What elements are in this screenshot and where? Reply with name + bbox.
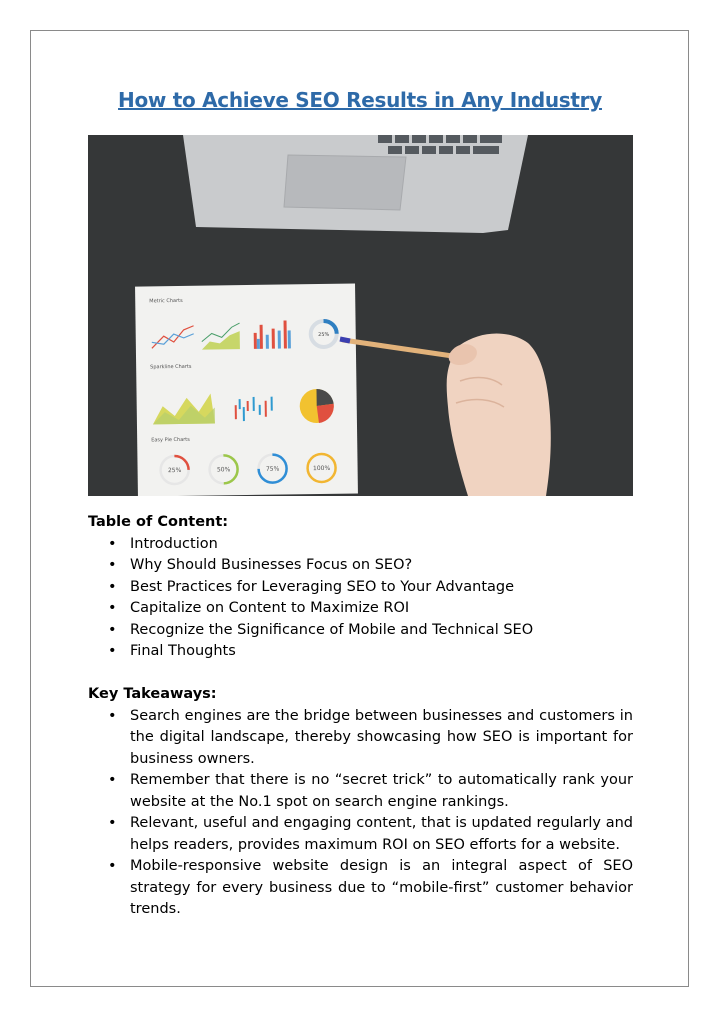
takeaway-item: • Search engines are the bridge between businesses and customers in the digital landscape, thereby showcasing how SEO is important for business owners. [88, 706, 633, 771]
gauge-75: 75% [265, 465, 280, 473]
toc-heading: Table of Content: [88, 514, 229, 530]
hero-image [88, 135, 633, 496]
toc-item: • Capitalize on Content to Maximize ROI [88, 598, 633, 620]
takeaways-list [88, 706, 633, 921]
paper-sparkline-label: Sparkline Charts [150, 363, 192, 371]
paper-metric-charts-label: Metric Charts [149, 297, 183, 305]
takeaway-item: • Relevant, useful and engaging content, that is updated regularly and helps readers, provides maximum ROI on SEO efforts for a website. [88, 813, 633, 856]
gauge-100: 100% [312, 464, 331, 473]
takeaways-heading: Key Takeaways: [88, 686, 217, 702]
takeaway-item: • Remember that there is no “secret trick” to automatically rank your website at the No.1 spot on search engine rankings. [88, 770, 633, 813]
toc-item: • Best Practices for Leveraging SEO to Your Advantage [88, 577, 633, 599]
toc-item: • Why Should Businesses Focus on SEO? [88, 555, 633, 577]
toc-item: • Final Thoughts [88, 641, 633, 663]
gauge-50: 50% [216, 466, 231, 474]
paper-easy-pie-label: Easy Pie Charts [151, 436, 190, 444]
donut-label: 25% [318, 331, 330, 339]
toc-item: • Recognize the Significance of Mobile and Technical SEO [88, 620, 633, 642]
table-of-content [88, 512, 633, 663]
takeaway-item: • Mobile-responsive website design is an integral aspect of SEO strategy for every business due to “mobile-first” customer behavior trends. [88, 856, 633, 921]
key-takeaways [88, 684, 633, 921]
toc-list [88, 534, 633, 663]
toc-item: • Introduction [88, 534, 633, 556]
document-title: How to Achieve SEO Results in Any Industry [118, 88, 602, 112]
gauge-25: 25% [167, 466, 182, 475]
